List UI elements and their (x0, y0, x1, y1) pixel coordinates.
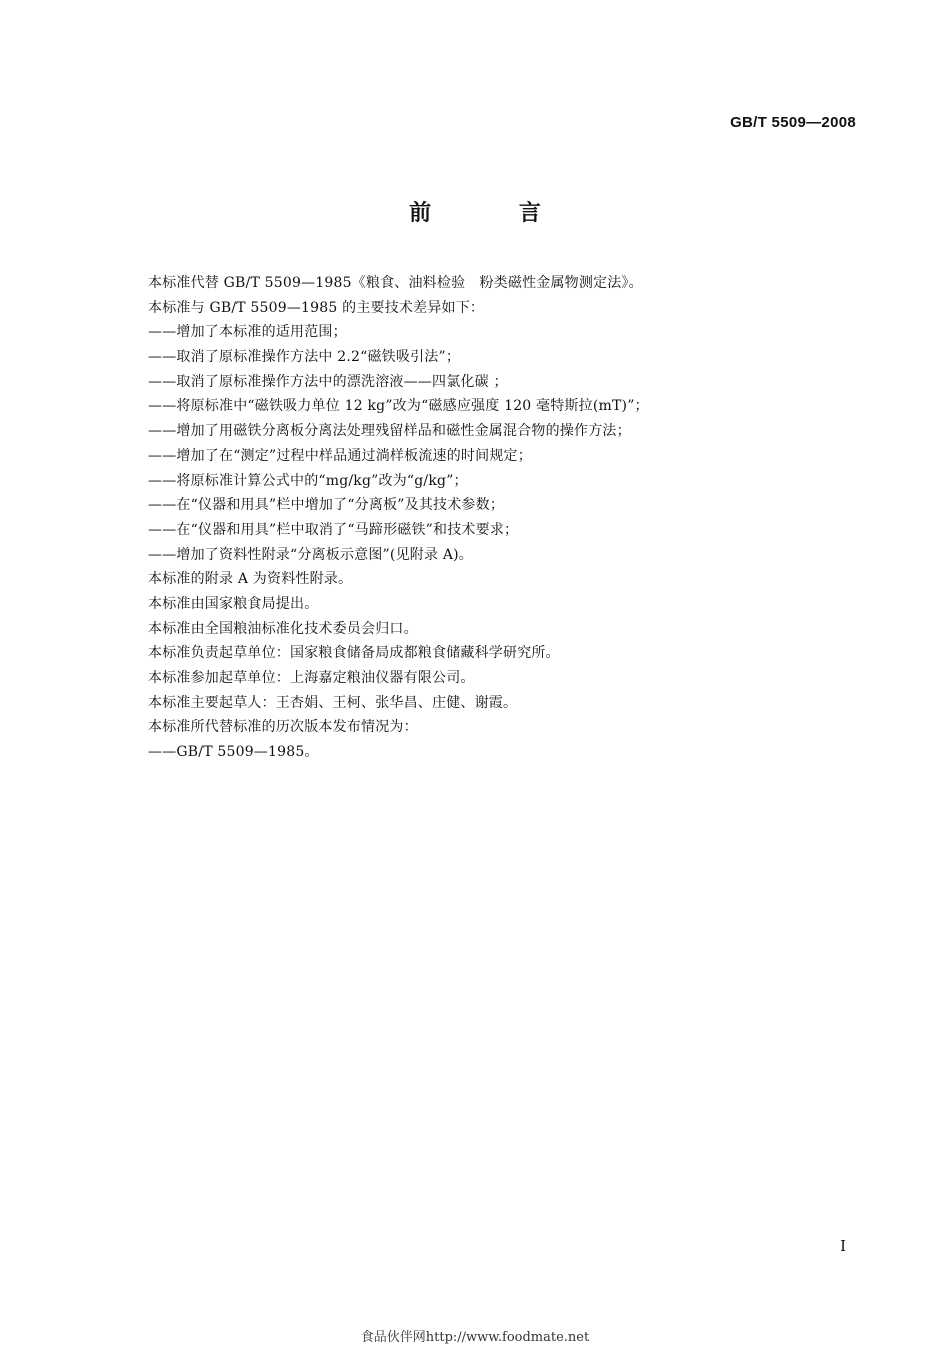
text-line: 本标准代替 GB/T 5509—1985《粮食、油料检验 粉类磁性金属物测定法》。 (148, 275, 643, 291)
text-line: ——增加了用磁铁分离板分离法处理残留样品和磁性金属混合物的操作方法； (148, 423, 631, 440)
text-line: ——增加了资料性附录“分离板示意图”(见附录 A)。 (148, 546, 473, 563)
text-line: 本标准主要起草人：王杏娟、王柯、张华昌、庄健、谢霞。 (148, 694, 518, 711)
text-line: 本标准由全国粮油标准化技术委员会归口。 (148, 620, 418, 637)
text-line: ——将原标准计算公式中的“mg/kg”改为“g/kg”； (148, 472, 468, 489)
text-line: 本标准的附录 A 为资料性附录。 (148, 571, 353, 588)
text-line: ——取消了原标准操作方法中 2.2“磁铁吸引法”； (148, 349, 461, 366)
text-line: 本标准参加起草单位：上海嘉定粮油仪器有限公司。 (148, 670, 475, 686)
standard-code: GB/T 5509—2008 (730, 114, 856, 131)
text-line: 本标准由国家粮食局提出。 (148, 595, 319, 612)
footer-watermark: 食品伙伴网http://www.foodmate.net (360, 1330, 590, 1345)
text-line: ——GB/T 5509—1985。 (148, 744, 319, 761)
text-line: ——取消了原标准操作方法中的漂洗溶液——四氯化碳 ； (148, 373, 508, 390)
text-line: ——将原标准中“磁铁吸力单位 12 kg”改为“磁感应强度 120 毫特斯拉(mT)”； (148, 398, 649, 415)
text-line: 本标准负责起草单位：国家粮食储备局成都粮食储藏科学研究所。 (148, 645, 560, 662)
text-line: ——在“仪器和用具”栏中增加了“分离板”及其技术参数； (148, 497, 505, 514)
foreword-body (148, 271, 868, 765)
text-line: ——增加了在“测定”过程中样品通过淌样板流速的时间规定； (148, 447, 532, 464)
text-line: 本标准所代替标准的历次版本发布情况为： (148, 719, 418, 736)
text-line: ——在“仪器和用具”栏中取消了“马蹄形磁铁”和技术要求； (148, 521, 519, 538)
text-line: 本标准与 GB/T 5509—1985 的主要技术差异如下： (148, 299, 485, 316)
page-title: 前 言 (409, 201, 581, 226)
page-number: I (840, 1237, 846, 1255)
text-line: ——增加了本标准的适用范围； (148, 324, 347, 341)
